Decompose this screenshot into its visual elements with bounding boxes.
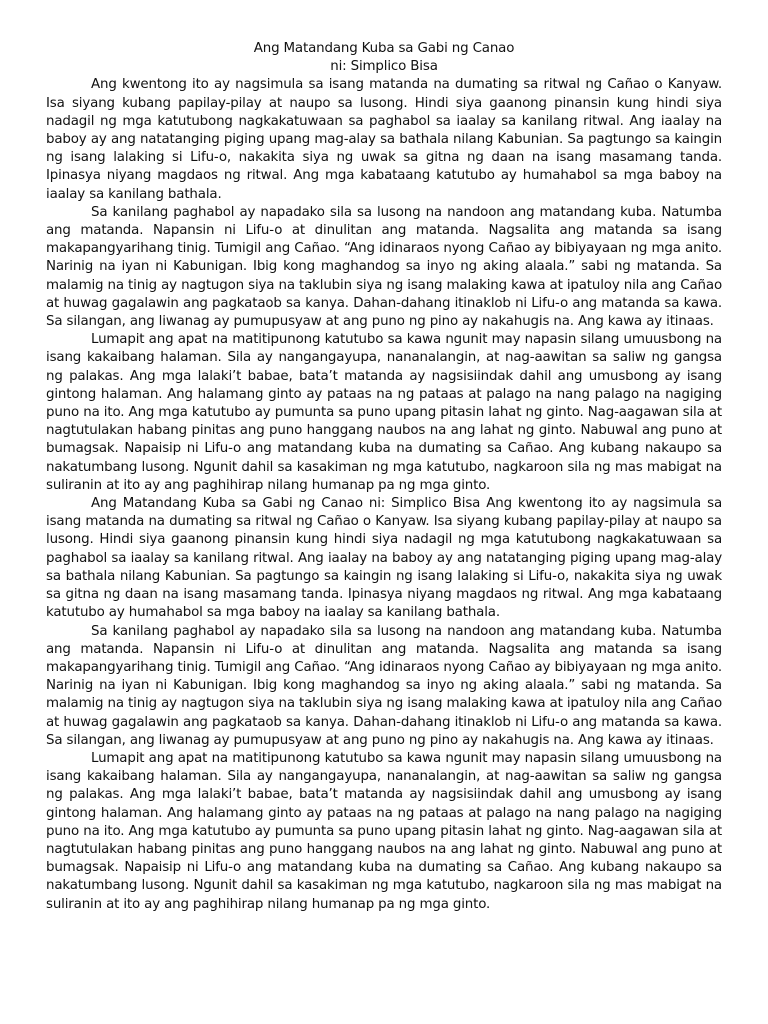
paragraph-6: Lumapit ang apat na matitipunong katutubo sa kawa ngunit may napasin silang umuusbong na isang kakaibang halaman. Sila ay nangangayupa, nananalangin, at nag-aawitan sa saliw ng gangsa ng palakas. Ang mga lalaki’t babae, bata’t matanda ay nagsisiindak dahil ang umusbong ay isang gintong halaman. Ang halamang ginto ay pataas na ng pataas at palago na nang palago na nagiging puno na ito. Ang mga katutubo ay pumunta sa puno upang pitasin lahat ng ginto. Nag-aagawan sila at nagtutulakan habang pinitas ang puno hanggang naubos na ang lahat ng ginto. Nabuwal ang puno at bumagsak. Napaisip ni Lifu-o ang matandang kuba na dumating sa Cañao. Ang kubang nakaupo sa nakatumbang lusong. Ngunit dahil sa kasakiman ng mga katutubo, nagkaroon sila ng mas mabigat na suliranin at ito ay ang paghihirap nilang humanap pa ng mga ginto.	[46, 750, 722, 912]
title-block	[46, 40, 722, 76]
paragraph-2: Sa kanilang paghabol ay napadako sila sa lusong na nandoon ang matandang kuba. Natumba ang matanda. Napansin ni Lifu-o at dinulitan ang matanda. Nagsalita ang matanda sa isang makapangyarihang tinig. Tumigil ang Cañao. “Ang idinaraos nyong Cañao ay bibiyayaan ng mga anito. Narinig na iyan ni Kabunigan. Ibig kong maghandog sa inyo ng aking alaala.” sabi ng matanda. Sa malamig na tinig ay nagtugon siya na taklubin siya ng isang malaking kawa at ipatuloy nila ang Cañao at huwag gagalawin ang pagkataob sa kanya. Dahan-dahang itinaklob ni Lifu-o ang matanda sa kawa. Sa silangan, ang liwanag ay pumupusyaw at ang puno ng pino ay nakahugis na. Ang kawa ay itinaas.	[46, 204, 722, 330]
paragraph-3: Lumapit ang apat na matitipunong katutubo sa kawa ngunit may napasin silang umuusbong na isang kakaibang halaman. Sila ay nangangayupa, nananalangin, at nag-aawitan sa saliw ng gangsa ng palakas. Ang mga lalaki’t babae, bata’t matanda ay nagsisiindak dahil ang umusbong ay isang gintong halaman. Ang halamang ginto ay pataas na ng pataas at palago na nang palago na nagiging puno na ito. Ang mga katutubo ay pumunta sa puno upang pitasin lahat ng ginto. Nag-aagawan sila at nagtutulakan habang pinitas ang puno hanggang naubos na ang lahat ng ginto. Nabuwal ang puno at bumagsak. Napaisip ni Lifu-o ang matandang kuba na dumating sa Cañao. Ang kubang nakaupo sa nakatumbang lusong. Ngunit dahil sa kasakiman ng mga katutubo, nagkaroon sila ng mas mabigat na suliranin at ito ay ang paghihirap nilang humanap pa ng mga ginto.	[46, 332, 722, 493]
paragraph-1: Ang kwentong ito ay nagsimula sa isang matanda na dumating sa ritwal ng Cañao o Kanyaw. Isa siyang kubang papilay-pilay at naupo sa lusong. Hindi siya gaanong pinansin kung hindi siya nadagil ng mga katutubong nagkakatuwaan sa paghabol sa iaalay sa kanilang ritwal. Ang iaalay na baboy ay ang natatanging piging upang mag-alay sa bathala nilang Kabunian. Sa pagtungo sa kaingin ng isang lalaking si Lifu-o, nakakita siya ng uwak sa gitna ng daan na isang masamang tanda. Ipinasya niyang magdaos ng ritwal. Ang mga kabataang katutubo ay humahabol sa mga baboy na iaalay sa kanilang bathala.	[46, 77, 722, 202]
paragraph-4: Ang Matandang Kuba sa Gabi ng Canao ni: Simplico Bisa Ang kwentong ito ay nagsimula sa isang matanda na dumating sa ritwal ng Cañao o Kanyaw. Isa siyang kubang papilay-pilay at naupo sa lusong. Hindi siya gaanong pinansin kung hindi siya nadagil ng mga katutubong nagkakatuwaan sa paghabol sa iaalay sa kanilang ritwal. Ang iaalay na baboy ay ang natatanging piging upang mag-alay sa bathala nilang Kabunian. Sa pagtungo sa kaingin ng isang lalaking si Lifu-o, nakakita siya ng uwak sa gitna ng daan na isang masamang tanda. Ipinasya niyang magdaos ng ritwal. Ang mga kabataang katutubo ay humahabol sa mga baboy na iaalay sa kanilang bathala.	[46, 496, 722, 621]
document-title: Ang Matandang Kuba sa Gabi ng Canao	[253, 41, 515, 56]
document-page	[46, 40, 722, 914]
paragraph-5: Sa kanilang paghabol ay napadako sila sa lusong na nandoon ang matandang kuba. Natumba ang matanda. Napansin ni Lifu-o at dinulitan ang matanda. Nagsalita ang matanda sa isang makapangyarihang tinig. Tumigil ang Cañao. “Ang idinaraos nyong Cañao ay bibiyayaan ng mga anito. Narinig na iyan ni Kabunigan. Ibig kong maghandog sa inyo ng aking alaala.” sabi ng matanda. Sa malamig na tinig ay nagtugon siya na taklubin siya ng isang malaking kawa at ipatuloy nila ang Cañao at huwag gagalawin ang pagkataob sa kanya. Dahan-dahang itinaklob ni Lifu-o ang matanda sa kawa. Sa silangan, ang liwanag ay pumupusyaw at ang puno ng pino ay nakahugis na. Ang kawa ay itinaas.	[46, 623, 722, 748]
document-author: ni: Simplico Bisa	[330, 59, 438, 75]
